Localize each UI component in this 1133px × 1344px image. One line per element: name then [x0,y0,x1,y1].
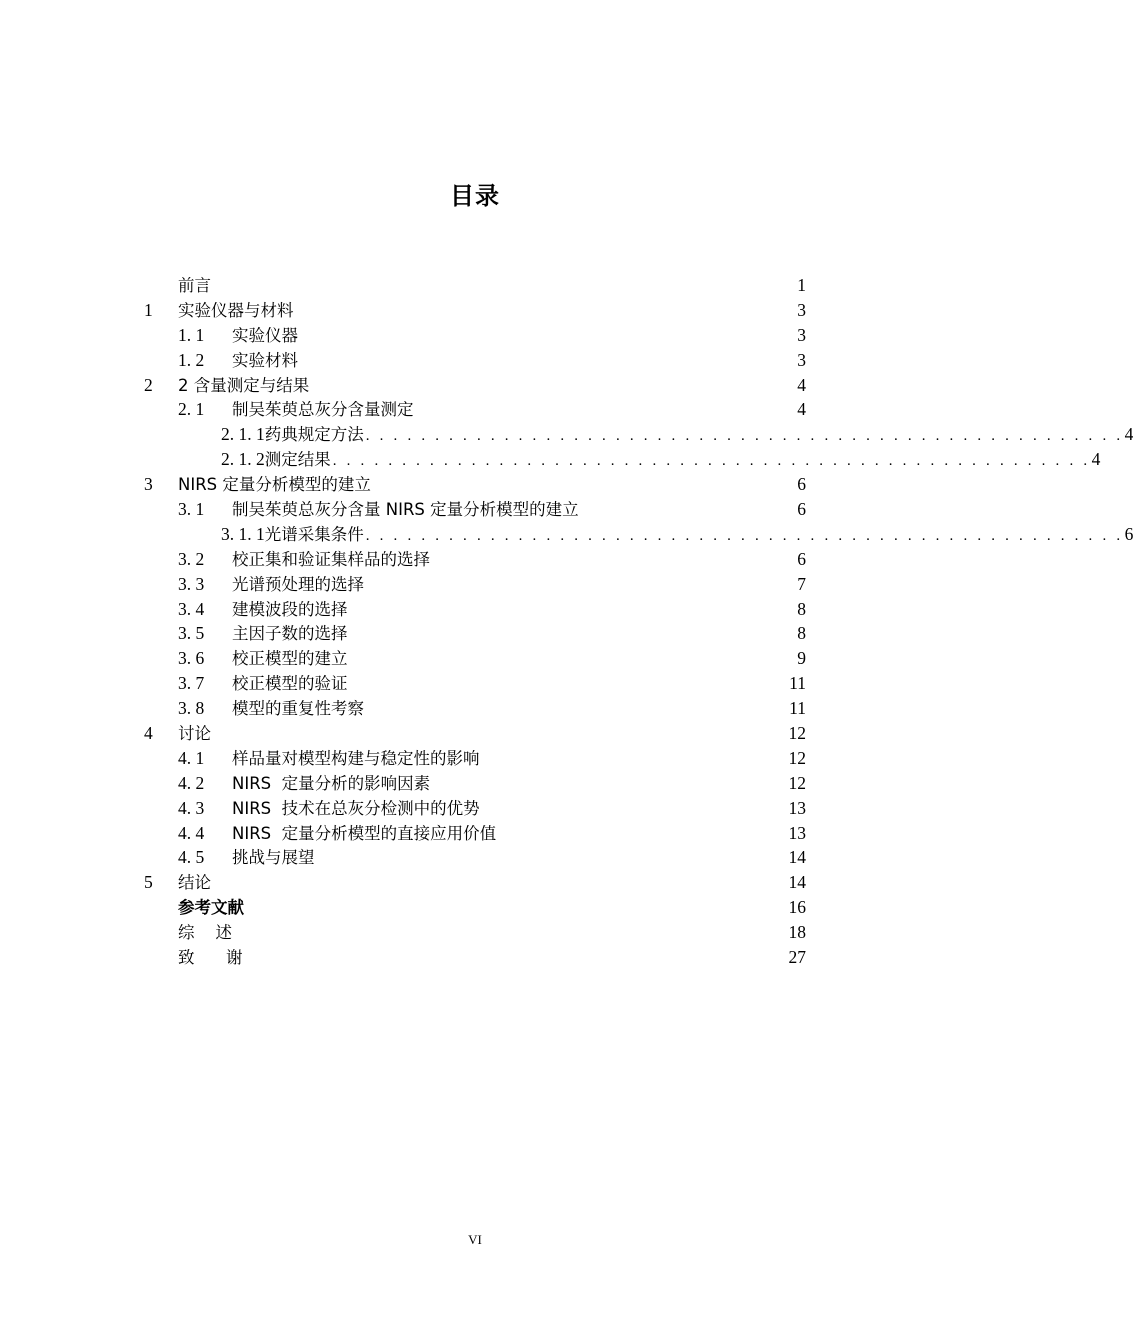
toc-page-number: 6 [1124,523,1133,544]
toc-entry-number: 3. 1 [178,499,205,520]
toc-entry[interactable] [144,447,1101,472]
toc-entry[interactable] [144,597,806,622]
toc-entry-title: 光谱预处理的选择 [232,574,364,594]
toc-page-number: 4 [1124,424,1133,445]
toc-entry[interactable] [144,895,806,920]
toc-entry-number: 3. 4 [178,598,205,619]
toc-entry-number: 4. 1 [178,747,205,768]
toc-entry-title: 讨论 [178,724,211,744]
toc-page-number: 8 [797,623,806,644]
toc-page-number: 1 [797,275,806,295]
toc-entry[interactable] [144,646,806,671]
toc-entry[interactable] [144,373,806,398]
toc-entry-title: 药典规定方法 [264,425,364,445]
toc-page-number: 12 [788,747,806,768]
toc-entry-title: 制吴茱萸总灰分含量 NIRS 定量分析模型的建立 [232,500,579,520]
toc-entry-title: 实验仪器与材料 [178,300,294,320]
toc-entry[interactable] [144,796,806,821]
toc-entry-number: 3 [144,474,153,495]
toc-entry[interactable] [144,298,806,323]
toc-page-number: 3 [797,324,806,345]
toc-entry[interactable] [144,845,806,870]
toc-entry-title: 挑战与展望 [232,848,315,868]
toc-entry[interactable] [144,422,1133,447]
toc-entry[interactable] [144,397,806,422]
page-number-footer: VI [468,1232,482,1247]
toc-dot-leader: . . . . . . . . . . . . . . . . . . . . . . . . . . . . . . . . . . . . . . . . . . . . . . . . . . . . . . . [332,453,1091,470]
toc-page-number: 18 [788,922,806,943]
toc-page-number: 16 [788,897,806,918]
toc-entry-title: 校正模型的建立 [232,649,348,669]
toc-entry-number: 4. 3 [178,797,205,818]
toc-entry-title: 实验材料 [232,350,298,370]
toc-dot-leader: . . . . . . . . . . . . . . . . . . . . . . . . . . . . . . . . . . . . . . . . . . . . . . . . . . . . . . . [365,428,1124,445]
table-of-contents [144,273,1133,970]
toc-page-number: 14 [788,872,806,893]
toc-page-number: 4 [797,374,806,395]
toc-page-number: 27 [788,947,806,968]
toc-entry[interactable] [144,323,806,348]
toc-entry-number: 2. 1 [178,399,205,420]
toc-entry-number: 3. 5 [178,623,205,644]
toc-entry-title: NIRS 技术在总灰分检测中的优势 [232,798,480,818]
toc-entry[interactable] [144,522,1133,547]
toc-page-number: 8 [797,598,806,619]
toc-page-number: 12 [788,723,806,744]
toc-page-number: 4 [797,399,806,420]
toc-entry[interactable] [144,920,806,945]
toc-entry-number: 3. 6 [178,648,205,669]
toc-entry[interactable] [144,721,806,746]
toc-entry-number: 4. 5 [178,847,205,868]
toc-entry-number: 1. 1 [178,324,205,345]
toc-entry-title: 建模波段的选择 [232,599,348,619]
toc-entry[interactable] [144,472,806,497]
toc-entry-title: NIRS 定量分析的影响因素 [232,773,431,793]
toc-page-number: 4 [1091,449,1101,470]
toc-entry[interactable] [144,273,806,298]
toc-entry[interactable] [144,696,806,721]
toc-entry-title: 模型的重复性考察 [232,699,364,719]
toc-page-number: 3 [797,349,806,370]
toc-entry-number: 1 [144,299,153,320]
toc-entry-title: 光谱采集条件 [264,524,364,544]
toc-entry[interactable] [144,547,806,572]
toc-entry-title: 主因子数的选择 [232,624,348,644]
toc-page-number: 11 [789,673,806,694]
toc-entry[interactable] [144,870,806,895]
toc-entry-title: 前言 [178,276,211,295]
toc-entry-number: 2. 1. 1 [221,424,265,445]
toc-page-number: 11 [789,698,806,719]
toc-entry[interactable] [144,348,806,373]
toc-dot-leader: . . . . . . . . . . . . . . . . . . . . . . . . . . . . . . . . . . . . . . . . . . . . . . . . . . . . . . . [365,527,1124,544]
toc-entry[interactable] [144,771,806,796]
toc-entry-number: 3. 7 [178,673,205,694]
toc-entry-title: NIRS 定量分析模型的直接应用价值 [232,823,497,843]
toc-page-number: 6 [797,499,806,520]
toc-page-number: 3 [797,299,806,320]
toc-page-number: 7 [797,573,806,594]
toc-entry[interactable] [144,572,806,597]
toc-entry-number: 3. 3 [178,573,205,594]
toc-entry-title: 校正模型的验证 [232,674,348,694]
toc-entry-number: 1. 2 [178,349,205,370]
toc-page-number: 6 [797,474,806,495]
page-title: 目录 [450,182,500,210]
toc-entry[interactable] [144,945,806,970]
toc-page-number: 14 [788,847,806,868]
toc-entry-title: 综 述 [178,923,232,943]
toc-page-number: 13 [788,822,806,843]
toc-entry[interactable] [144,621,806,646]
toc-entry-number: 2. 1. 2 [221,449,265,470]
toc-entry-title: 参考文献 [178,898,244,918]
toc-entry[interactable] [144,746,806,771]
toc-entry-title: 测定结果 [264,450,331,470]
toc-entry-number: 2 [144,374,153,395]
toc-entry-number: 3. 1. 1 [221,523,265,544]
toc-entry-title: 校正集和验证集样品的选择 [232,549,430,569]
toc-page-number: 12 [788,772,806,793]
toc-entry-title: 实验仪器 [232,325,298,345]
toc-entry-number: 3. 2 [178,548,205,569]
toc-entry-title: 制吴茱萸总灰分含量测定 [232,400,414,420]
toc-page-number: 9 [797,648,806,669]
toc-entry-number: 4. 4 [178,822,205,843]
toc-entry-number: 4. 2 [178,772,205,793]
toc-entry-title: 结论 [178,873,211,893]
toc-entry-title: 2 含量测定与结果 [178,375,310,395]
toc-entry-number: 3. 8 [178,698,205,719]
toc-entry-number: 5 [144,872,153,893]
toc-entry[interactable] [144,497,806,522]
toc-entry-title: NIRS 定量分析模型的建立 [178,475,371,495]
toc-entry-number: 4 [144,723,153,744]
toc-entry-title: 致 谢 [178,948,243,968]
toc-entry-title: 样品量对模型构建与稳定性的影响 [232,748,480,768]
toc-entry[interactable] [144,671,806,696]
toc-entry[interactable] [144,821,806,846]
toc-page-number: 13 [788,797,806,818]
toc-page-number: 6 [797,548,806,569]
